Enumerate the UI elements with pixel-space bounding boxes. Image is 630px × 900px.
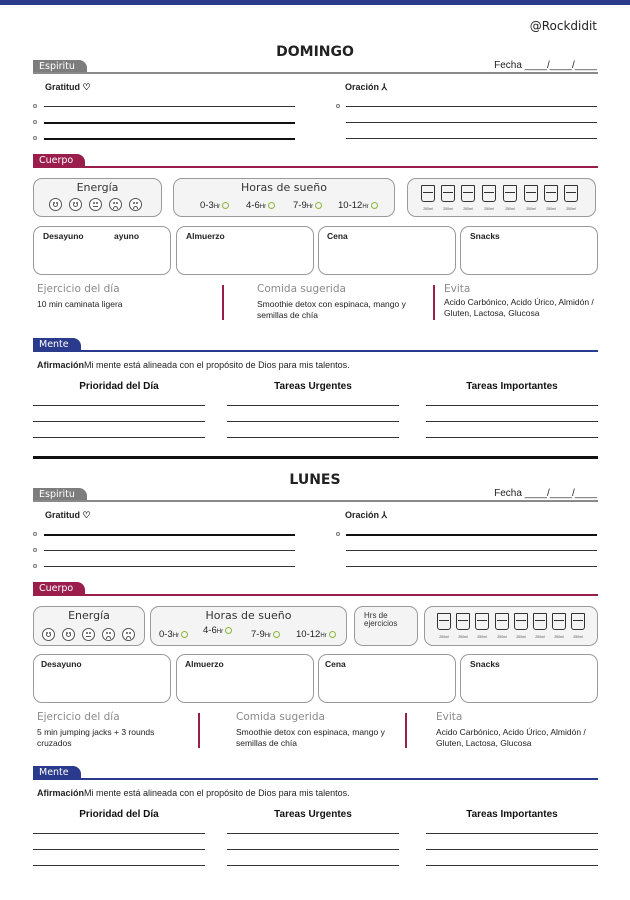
hand-heart-icon: ♡: [82, 82, 91, 92]
horas-sueno-box: [173, 178, 395, 217]
day-separator: [33, 456, 598, 459]
divider: [433, 285, 435, 320]
gratitud-line-2[interactable]: [44, 550, 295, 551]
hour-option-4-6[interactable]: 4-6Hr: [203, 625, 232, 636]
almuerzo-box[interactable]: [176, 654, 314, 703]
snacks-label: Snacks: [470, 231, 500, 241]
oracion-text: Oración: [345, 510, 380, 520]
urgentes-line[interactable]: [227, 405, 399, 406]
water-glass-label: 250ml: [443, 207, 453, 211]
prioridad-line[interactable]: [33, 833, 205, 834]
water-glass-label: 250ml: [463, 207, 473, 211]
author-handle: @Rockdidit: [529, 19, 597, 33]
hand-heart-icon: ♡: [82, 510, 91, 520]
urgentes-line[interactable]: [227, 421, 399, 422]
praying-hands-icon: ⅄: [381, 510, 388, 520]
water-glass-icon[interactable]: [544, 185, 558, 202]
water-glass-label: 250ml: [439, 635, 449, 639]
oracion-line-1[interactable]: [346, 106, 597, 107]
ayuno-note: ayuno: [114, 231, 140, 241]
horas-sueno-title: Horas de sueño: [241, 181, 327, 194]
hour-option-7-9[interactable]: 7-9Hr: [251, 629, 280, 640]
water-glass-icon[interactable]: [421, 185, 435, 202]
date-field[interactable]: Fecha ____/____/____: [494, 60, 597, 71]
prioridad-line[interactable]: [33, 865, 205, 866]
neutral-face-icon[interactable]: [89, 198, 102, 211]
water-glass-icon[interactable]: [514, 613, 528, 630]
happy-face-icon[interactable]: [49, 198, 62, 211]
importantes-line[interactable]: [426, 437, 598, 438]
espiritu-rule: [33, 72, 598, 74]
date-field[interactable]: Fecha ____/____/____: [494, 488, 597, 499]
mente-tag: Mente: [33, 766, 81, 779]
water-glass-icon[interactable]: [441, 185, 455, 202]
divider: [198, 713, 200, 748]
cena-label: Cena: [325, 659, 346, 669]
oracion-line-3[interactable]: [346, 138, 597, 139]
sad-face-icon[interactable]: [122, 628, 135, 641]
oracion-line-2[interactable]: [346, 122, 597, 123]
snacks-box[interactable]: [460, 654, 598, 703]
evita-heading: Evita: [444, 283, 471, 295]
importantes-line[interactable]: [426, 421, 598, 422]
energia-box: [33, 606, 145, 646]
mente-rule: [33, 350, 598, 352]
comida-heading: Comida sugerida: [257, 283, 346, 295]
afirmacion-text: Mi mente está alineada con el propósito de Dios para mis talentos.: [84, 360, 350, 370]
importantes-line[interactable]: [426, 849, 598, 850]
bullet-icon: [33, 548, 37, 552]
afirmacion-text: Mi mente está alineada con el propósito de Dios para mis talentos.: [84, 788, 350, 798]
bullet-icon: [33, 136, 37, 140]
ejercicio-heading: Ejercicio del día: [37, 283, 120, 295]
prioridad-line[interactable]: [33, 405, 205, 406]
water-glass-label: 250ml: [423, 207, 433, 211]
importantes-line[interactable]: [426, 865, 598, 866]
snacks-box[interactable]: [460, 226, 598, 275]
radio-icon: [315, 202, 322, 209]
desayuno-label: Desayuno: [43, 231, 84, 241]
importantes-line[interactable]: [426, 833, 598, 834]
cena-label: Cena: [327, 231, 348, 241]
urgentes-line[interactable]: [227, 849, 399, 850]
evita-heading: Evita: [436, 711, 463, 723]
almuerzo-label: Almuerzo: [185, 659, 224, 669]
afirmacion: [37, 360, 350, 370]
importantes-heading: Tareas Importantes: [466, 809, 558, 820]
ejercicio-heading: Ejercicio del día: [37, 711, 120, 723]
happy-face-icon[interactable]: [69, 198, 82, 211]
water-glass-icon[interactable]: [571, 613, 585, 630]
bullet-icon: [33, 532, 37, 536]
comida-text: Smoothie detox con espinaca, mango y semillas de chía: [257, 299, 406, 320]
divider: [222, 285, 224, 320]
energia-box: [33, 178, 162, 217]
energia-title: Energía: [76, 181, 119, 194]
radio-icon: [371, 202, 378, 209]
evita-text: Acido Carbónico, Acido Úrico, Almidón / Gluten, Lactosa, Glucosa: [436, 727, 586, 748]
happy-face-icon[interactable]: [62, 628, 75, 641]
oracion-line-3[interactable]: [346, 566, 597, 567]
espiritu-rule: [33, 500, 598, 502]
neutral-face-icon[interactable]: [82, 628, 95, 641]
water-glass-label: 250ml: [554, 635, 564, 639]
water-glass-label: 250ml: [505, 207, 515, 211]
urgentes-line[interactable]: [227, 833, 399, 834]
ejercicio-text: 10 min caminata ligera: [37, 299, 123, 309]
hour-option-4-6[interactable]: 4-6Hr: [246, 200, 275, 211]
bullet-icon: [33, 104, 37, 108]
day-title: LUNES: [289, 472, 341, 488]
urgentes-heading: Tareas Urgentes: [274, 381, 352, 392]
desayuno-label: Desayuno: [41, 659, 82, 669]
radio-icon: [273, 631, 280, 638]
gratitud-line-3[interactable]: [44, 566, 295, 567]
water-tracker-box: [424, 606, 598, 646]
water-glass-icon[interactable]: [564, 185, 578, 202]
bullet-icon: [33, 120, 37, 124]
bullet-icon: [336, 104, 340, 108]
cuerpo-tag: Cuerpo: [33, 154, 85, 167]
hrs-ejercicios-box[interactable]: [354, 606, 418, 646]
horas-sueno-box: [150, 606, 347, 646]
day-title: DOMINGO: [276, 44, 354, 60]
mente-tag: Mente: [33, 338, 81, 351]
importantes-line[interactable]: [426, 405, 598, 406]
water-glass-icon[interactable]: [475, 613, 489, 630]
water-glass-label: 250ml: [497, 635, 507, 639]
gratitud-line-2[interactable]: [44, 122, 295, 124]
ejercicio-text: 5 min jumping jacks + 3 rounds cruzados: [37, 727, 155, 748]
horas-sueno-title: Horas de sueño: [205, 609, 292, 622]
water-tracker-box: [407, 178, 596, 217]
water-glass-icon[interactable]: [552, 613, 566, 630]
gratitud-text: Gratitud: [45, 82, 80, 92]
water-glass-label: 250ml: [535, 635, 545, 639]
water-glass-icon[interactable]: [456, 613, 470, 630]
hour-option-0-3[interactable]: 0-3Hr: [200, 200, 229, 211]
top-accent-bar: [0, 0, 630, 5]
bullet-icon: [336, 532, 340, 536]
prioridad-line[interactable]: [33, 849, 205, 850]
water-glass-icon[interactable]: [482, 185, 496, 202]
prioridad-line[interactable]: [33, 421, 205, 422]
afirmacion-label: Afirmación: [37, 788, 85, 798]
water-glass-icon[interactable]: [524, 185, 538, 202]
gratitud-line-1[interactable]: [44, 106, 295, 107]
urgentes-line[interactable]: [227, 865, 399, 866]
desayuno-box[interactable]: [33, 654, 171, 703]
evita-text: Acido Carbónico, Acido Úrico, Almidón / Gluten, Lactosa, Glucosa: [444, 297, 594, 318]
comida-text: Smoothie detox con espinaca, mango y semillas de chía: [236, 727, 385, 748]
desayuno-box[interactable]: [33, 226, 171, 275]
cena-box[interactable]: [318, 654, 456, 703]
prioridad-line[interactable]: [33, 437, 205, 438]
radio-icon: [181, 631, 188, 638]
water-glass-icon[interactable]: [533, 613, 547, 630]
hrs-ejercicios-label: Hrs de ejercicios: [364, 611, 398, 628]
energia-title: Energía: [68, 609, 110, 622]
hour-option-10-12[interactable]: 10-12Hr: [296, 629, 336, 640]
radio-icon: [268, 202, 275, 209]
radio-icon: [225, 627, 232, 634]
gratitud-line-3[interactable]: [44, 138, 295, 140]
water-glass-label: 250ml: [458, 635, 468, 639]
afirmacion: [37, 788, 350, 798]
mente-rule: [33, 778, 598, 780]
radio-icon: [329, 631, 336, 638]
urgentes-line[interactable]: [227, 437, 399, 438]
prioridad-heading: Prioridad del Día: [79, 809, 159, 820]
water-glass-label: 250ml: [566, 207, 576, 211]
water-glass-icon[interactable]: [461, 185, 475, 202]
espiritu-tag: Espiritu: [33, 488, 87, 501]
urgentes-heading: Tareas Urgentes: [274, 809, 352, 820]
gratitud-label: [45, 82, 91, 93]
gratitud-line-1[interactable]: [44, 534, 295, 536]
water-glass-label: 250ml: [526, 207, 536, 211]
afirmacion-label: Afirmación: [37, 360, 85, 370]
water-glass-label: 250ml: [573, 635, 583, 639]
gratitud-text: Gratitud: [45, 510, 80, 520]
almuerzo-box[interactable]: [176, 226, 314, 275]
oracion-line-2[interactable]: [346, 550, 597, 551]
praying-hands-icon: ⅄: [381, 82, 388, 92]
hour-option-7-9[interactable]: 7-9Hr: [293, 200, 322, 211]
water-glass-label: 250ml: [477, 635, 487, 639]
cuerpo-rule: [33, 166, 598, 168]
water-glass-icon[interactable]: [495, 613, 509, 630]
hour-option-10-12[interactable]: 10-12Hr: [338, 200, 378, 211]
comida-heading: Comida sugerida: [236, 711, 325, 723]
oracion-label: [345, 82, 387, 93]
water-glass-label: 250ml: [516, 635, 526, 639]
happy-face-icon[interactable]: [42, 628, 55, 641]
oracion-line-1[interactable]: [346, 534, 597, 536]
snacks-label: Snacks: [470, 659, 500, 669]
water-glass-icon[interactable]: [437, 613, 451, 630]
bullet-icon: [33, 564, 37, 568]
sad-face-icon[interactable]: [129, 198, 142, 211]
hour-option-0-3[interactable]: 0-3Hr: [159, 629, 188, 640]
importantes-heading: Tareas Importantes: [466, 381, 558, 392]
divider: [405, 713, 407, 748]
sad-face-icon[interactable]: [102, 628, 115, 641]
radio-icon: [222, 202, 229, 209]
water-glass-icon[interactable]: [503, 185, 517, 202]
oracion-text: Oración: [345, 82, 380, 92]
sad-face-icon[interactable]: [109, 198, 122, 211]
gratitud-label: [45, 510, 91, 521]
cuerpo-tag: Cuerpo: [33, 582, 85, 595]
cena-box[interactable]: [318, 226, 456, 275]
oracion-label: [345, 510, 387, 521]
cuerpo-rule: [33, 594, 598, 596]
almuerzo-label: Almuerzo: [186, 231, 225, 241]
water-glass-label: 250ml: [546, 207, 556, 211]
prioridad-heading: Prioridad del Día: [79, 381, 159, 392]
water-glass-label: 250ml: [484, 207, 494, 211]
espiritu-tag: Espiritu: [33, 60, 87, 73]
